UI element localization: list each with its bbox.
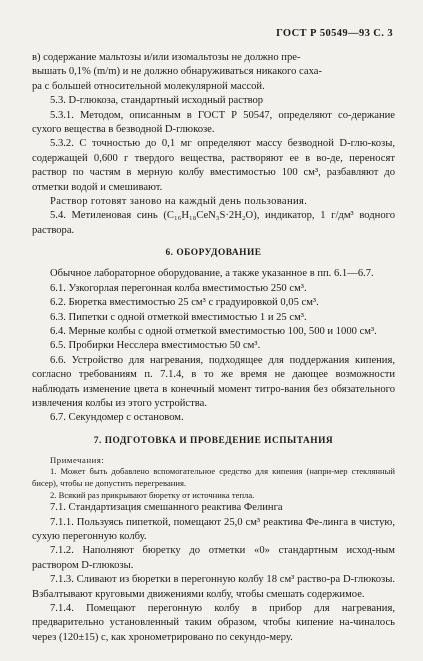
line-top-2: вышать 0,1% (m/m) и не должно обнаруживаться никакого саха-: [32, 66, 322, 78]
para-7-1-3: 7.1.3. Сливают из бюретки в перегонную колбу 18 см³ раство-ра D-глюкозы. Взбалтывают круговыми движениями колбу, чтобы смешать содержимое.: [32, 574, 395, 600]
section-6-heading: 6. ОБОРУДОВАНИЕ: [165, 248, 262, 259]
note-2: 2. Всякий раз прикрывают бюретку от источника тепла.: [50, 489, 255, 500]
line-top-3: ра с большей относительной молекулярной массой.: [32, 80, 265, 92]
para-6-4: 6.4. Мерные колбы с одной отметкой вместимостью 100, 500 и 1000 см³.: [50, 325, 377, 337]
para-prep: Раствор готовят заново на каждый день пользования.: [50, 196, 308, 208]
para-5-4: 5.4. Метиленовая синь (C₁₆H₁₈CeN₃S·2H₂O), индикатор, 1 г/дм³ водного раствора.: [32, 210, 395, 236]
note-1: 1. Может быть добавлено вспомогательное средство для кипения (напри-мер стеклянный бисер), чтобы не допустить перегревания.: [32, 466, 395, 488]
section-7-heading: 7. ПОДГОТОВКА И ПРОВЕДЕНИЕ ИСПЫТАНИЯ: [93, 435, 334, 446]
notes-title: Примечания:: [50, 454, 105, 465]
para-7-1: 7.1. Стандартизация смешанного реактива Фелинга: [50, 502, 283, 514]
para-7-1-4: 7.1.4. Помещают перегонную колбу в прибор для нагревания, предварительно установленный таким образом, чтобы кипение на-чиналось через (120±15) с, как хронометрировано по секундо-меру.: [32, 602, 395, 643]
para-5-3-1: 5.3.1. Методом, описанным в ГОСТ Р 50547, определяют со-держание сухого вещества в безводной D-глюкозе.: [32, 109, 395, 136]
para-7-1-1: 7.1.1. Пользуясь пипеткой, помещают 25,0 см³ реактива Фе-линга в чистую, сухую перегонную колбу.: [32, 516, 395, 542]
line-top-1: в) содержание мальтозы и/или изомальтозы не должно пре-: [32, 52, 301, 63]
para-6-6: 6.6. Устройство для нагревания, подходящее для поддержания кипения, согласно требованиям п. 7.1.4, в то же время не дающее возможности наблюдать изменение цвета в конечный момент титро-вания без обязательного извлечения колбы из этого устройства.: [32, 354, 395, 409]
para-7-1-2: 7.1.2. Наполняют бюретку до отметки «0» стандартным исход-ным раствором D-глюкозы.: [32, 545, 395, 571]
para-6-1: 6.1. Узкогорлая перегонная колба вместимостью 250 см³.: [50, 282, 307, 294]
para-5-3-2: 5.3.2. С точностью до 0,1 мг определяют массу безводной D-глю-козы, содержащей 0,600 г твердого вещества, растворяют ее в во-де, переносят раствор по частям в мерную колбу вместимостью 100 см³, разбавляют до отметки водой и смешивают.: [32, 138, 395, 193]
para-6-7: 6.7. Секундомер с остановом.: [50, 412, 184, 424]
para-6-3: 6.3. Пипетки с одной отметкой вместимостью 1 и 25 см³.: [50, 311, 307, 323]
para-6-5: 6.5. Пробирки Несслера вместимостью 50 см³.: [50, 340, 261, 352]
para-5-3: 5.3. D-глюкоза, стандартный исходный раствор: [50, 95, 264, 107]
para-6-2: 6.2. Бюретка вместимостью 25 см³ с градуировкой 0,05 см³.: [50, 297, 319, 309]
para-6-intro: Обычное лабораторное оборудование, а также указанное в пп. 6.1—6.7.: [50, 268, 374, 280]
page-header: ГОСТ Р 50549—93 С. 3: [276, 28, 393, 39]
